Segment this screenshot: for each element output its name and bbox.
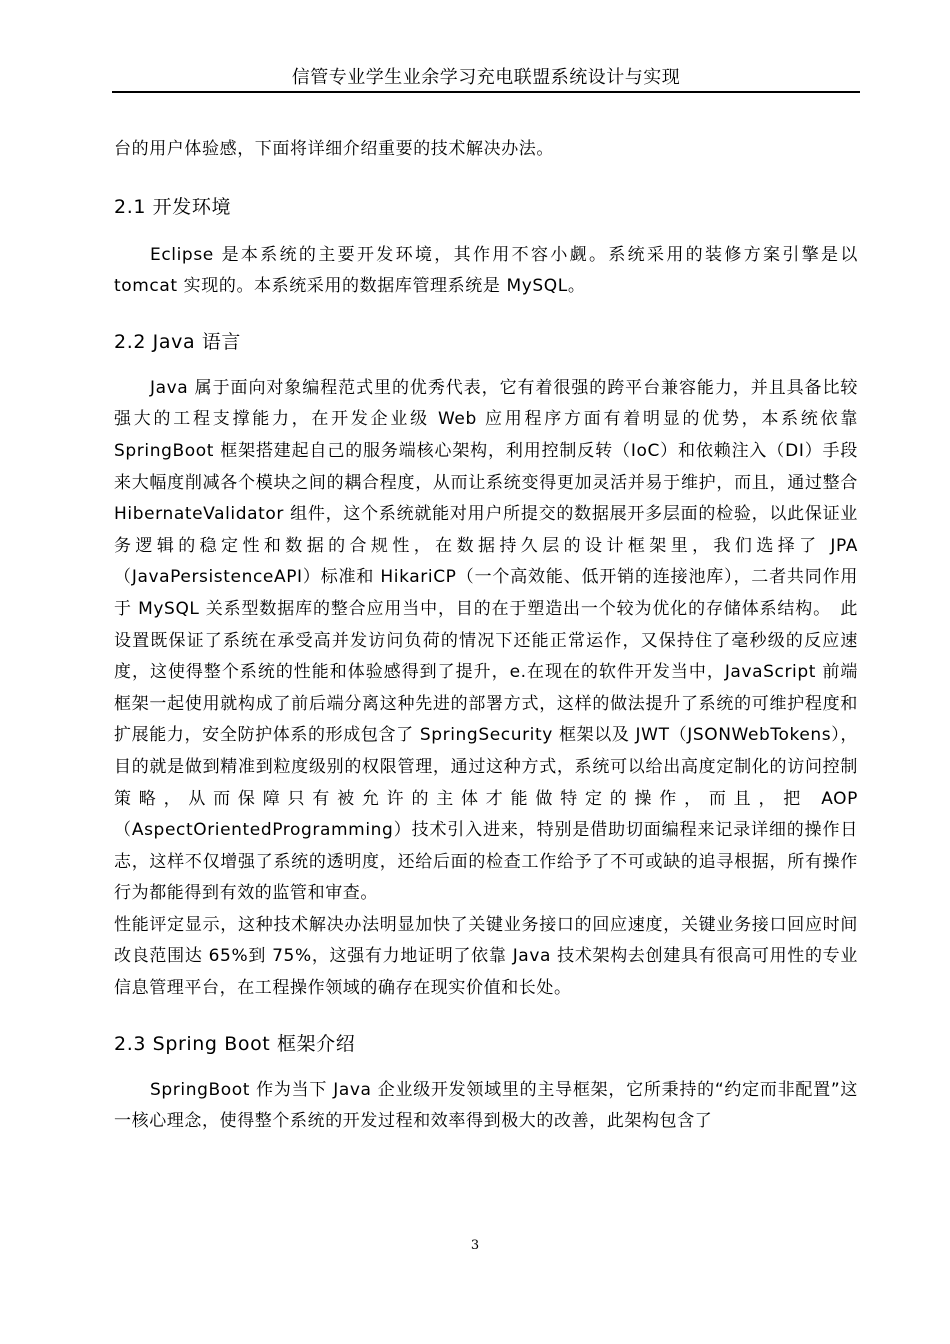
page-number: 3	[470, 1238, 480, 1253]
section-2-1-paragraph: Eclipse 是本系统的主要开发环境，其作用不容小觑。系统采用的装修方案引擎是以 tomcat 实现的。本系统采用的数据库管理系统是 MySQL。	[114, 244, 858, 297]
section-2-2-paragraph-2: 性能评定显示，这种技术解决办法明显加快了关键业务接口的回应速度，关键业务接口回应时间改良范围达 65%到 75%，这强有力地证明了依靠 Java 技术架构去创建具有很高可用性的专业信息管理平台，在工程操作领域的确存在现实价值和长处。	[114, 914, 858, 999]
header-divider	[112, 91, 860, 93]
section-2-3-heading: 2.3 Spring Boot 框架介绍	[114, 1032, 356, 1055]
section-2-3-paragraph: SpringBoot 作为当下 Java 企业级开发领域里的主导框架，它所秉持的“约定而非配置”这一核心理念，使得整个系统的开发过程和效率得到极大的改善，此架构包含了	[114, 1079, 858, 1132]
section-2-1-heading: 2.1 开发环境	[114, 195, 232, 218]
section-2-2-paragraph-1: Java 属于面向对象编程范式里的优秀代表，它有着很强的跨平台兼容能力，并且具备比较强大的工程支撑能力，在开发企业级 Web 应用程序方面有着明显的优势，本系统依靠 SpringBoot 框架搭建起自己的服务端核心架构，利用控制反转（IoC）和依赖注入（DI）手段来大幅度削减各个模块之间的耦合程度，从而让系统变得更加灵活并易于维护，而且，通过整合 HibernateValidator 组件，这个系统就能对用户所提交的数据展开多层面的检验，以此保证业务逻辑的稳定性和数据的合规性，在数据持久层的设计框架里，我们选择了 JPA（JavaPersistenceAPI）标准和 HikariCP（一个高效能、低开销的连接池库），二者共同作用于 MySQL 关系型数据库的整合应用当中，目的在于塑造出一个较为优化的存储体系结构。 此设置既保证了系统在承受高并发访问负荷的情况下还能正常运作，又保持住了毫秒级的反应速度，这使得整个系统的性能和体验感得到了提升，e.在现在的软件开发当中，JavaScript 前端框架一起使用就构成了前后端分离这种先进的部署方式，这样的做法提升了系统的可维护程度和扩展能力，安全防护体系的形成包含了 SpringSecurity 框架以及 JWT（JSONWebTokens），目的就是做到精准到粒度级别的权限管理，通过这种方式，系统可以给出高度定制化的访问控制策略，从而保障只有被允许的主体才能做特定的操作，而且，把 AOP（AspectOrientedProgramming）技术引入进来，特别是借助切面编程来记录详细的操作日志，这样不仅增强了系统的透明度，还给后面的检查工作给予了不可或缺的追寻根据，所有操作行为都能得到有效的监管和审查。	[114, 377, 858, 904]
section-2-2-heading: 2.2 Java 语言	[114, 330, 242, 353]
page-body	[114, 134, 858, 1138]
running-header-title: 信管专业学生业余学习充电联盟系统设计与实现	[291, 67, 681, 88]
intro-fragment-paragraph: 台的用户体验感，下面将详细介绍重要的技术解决办法。	[114, 139, 554, 159]
